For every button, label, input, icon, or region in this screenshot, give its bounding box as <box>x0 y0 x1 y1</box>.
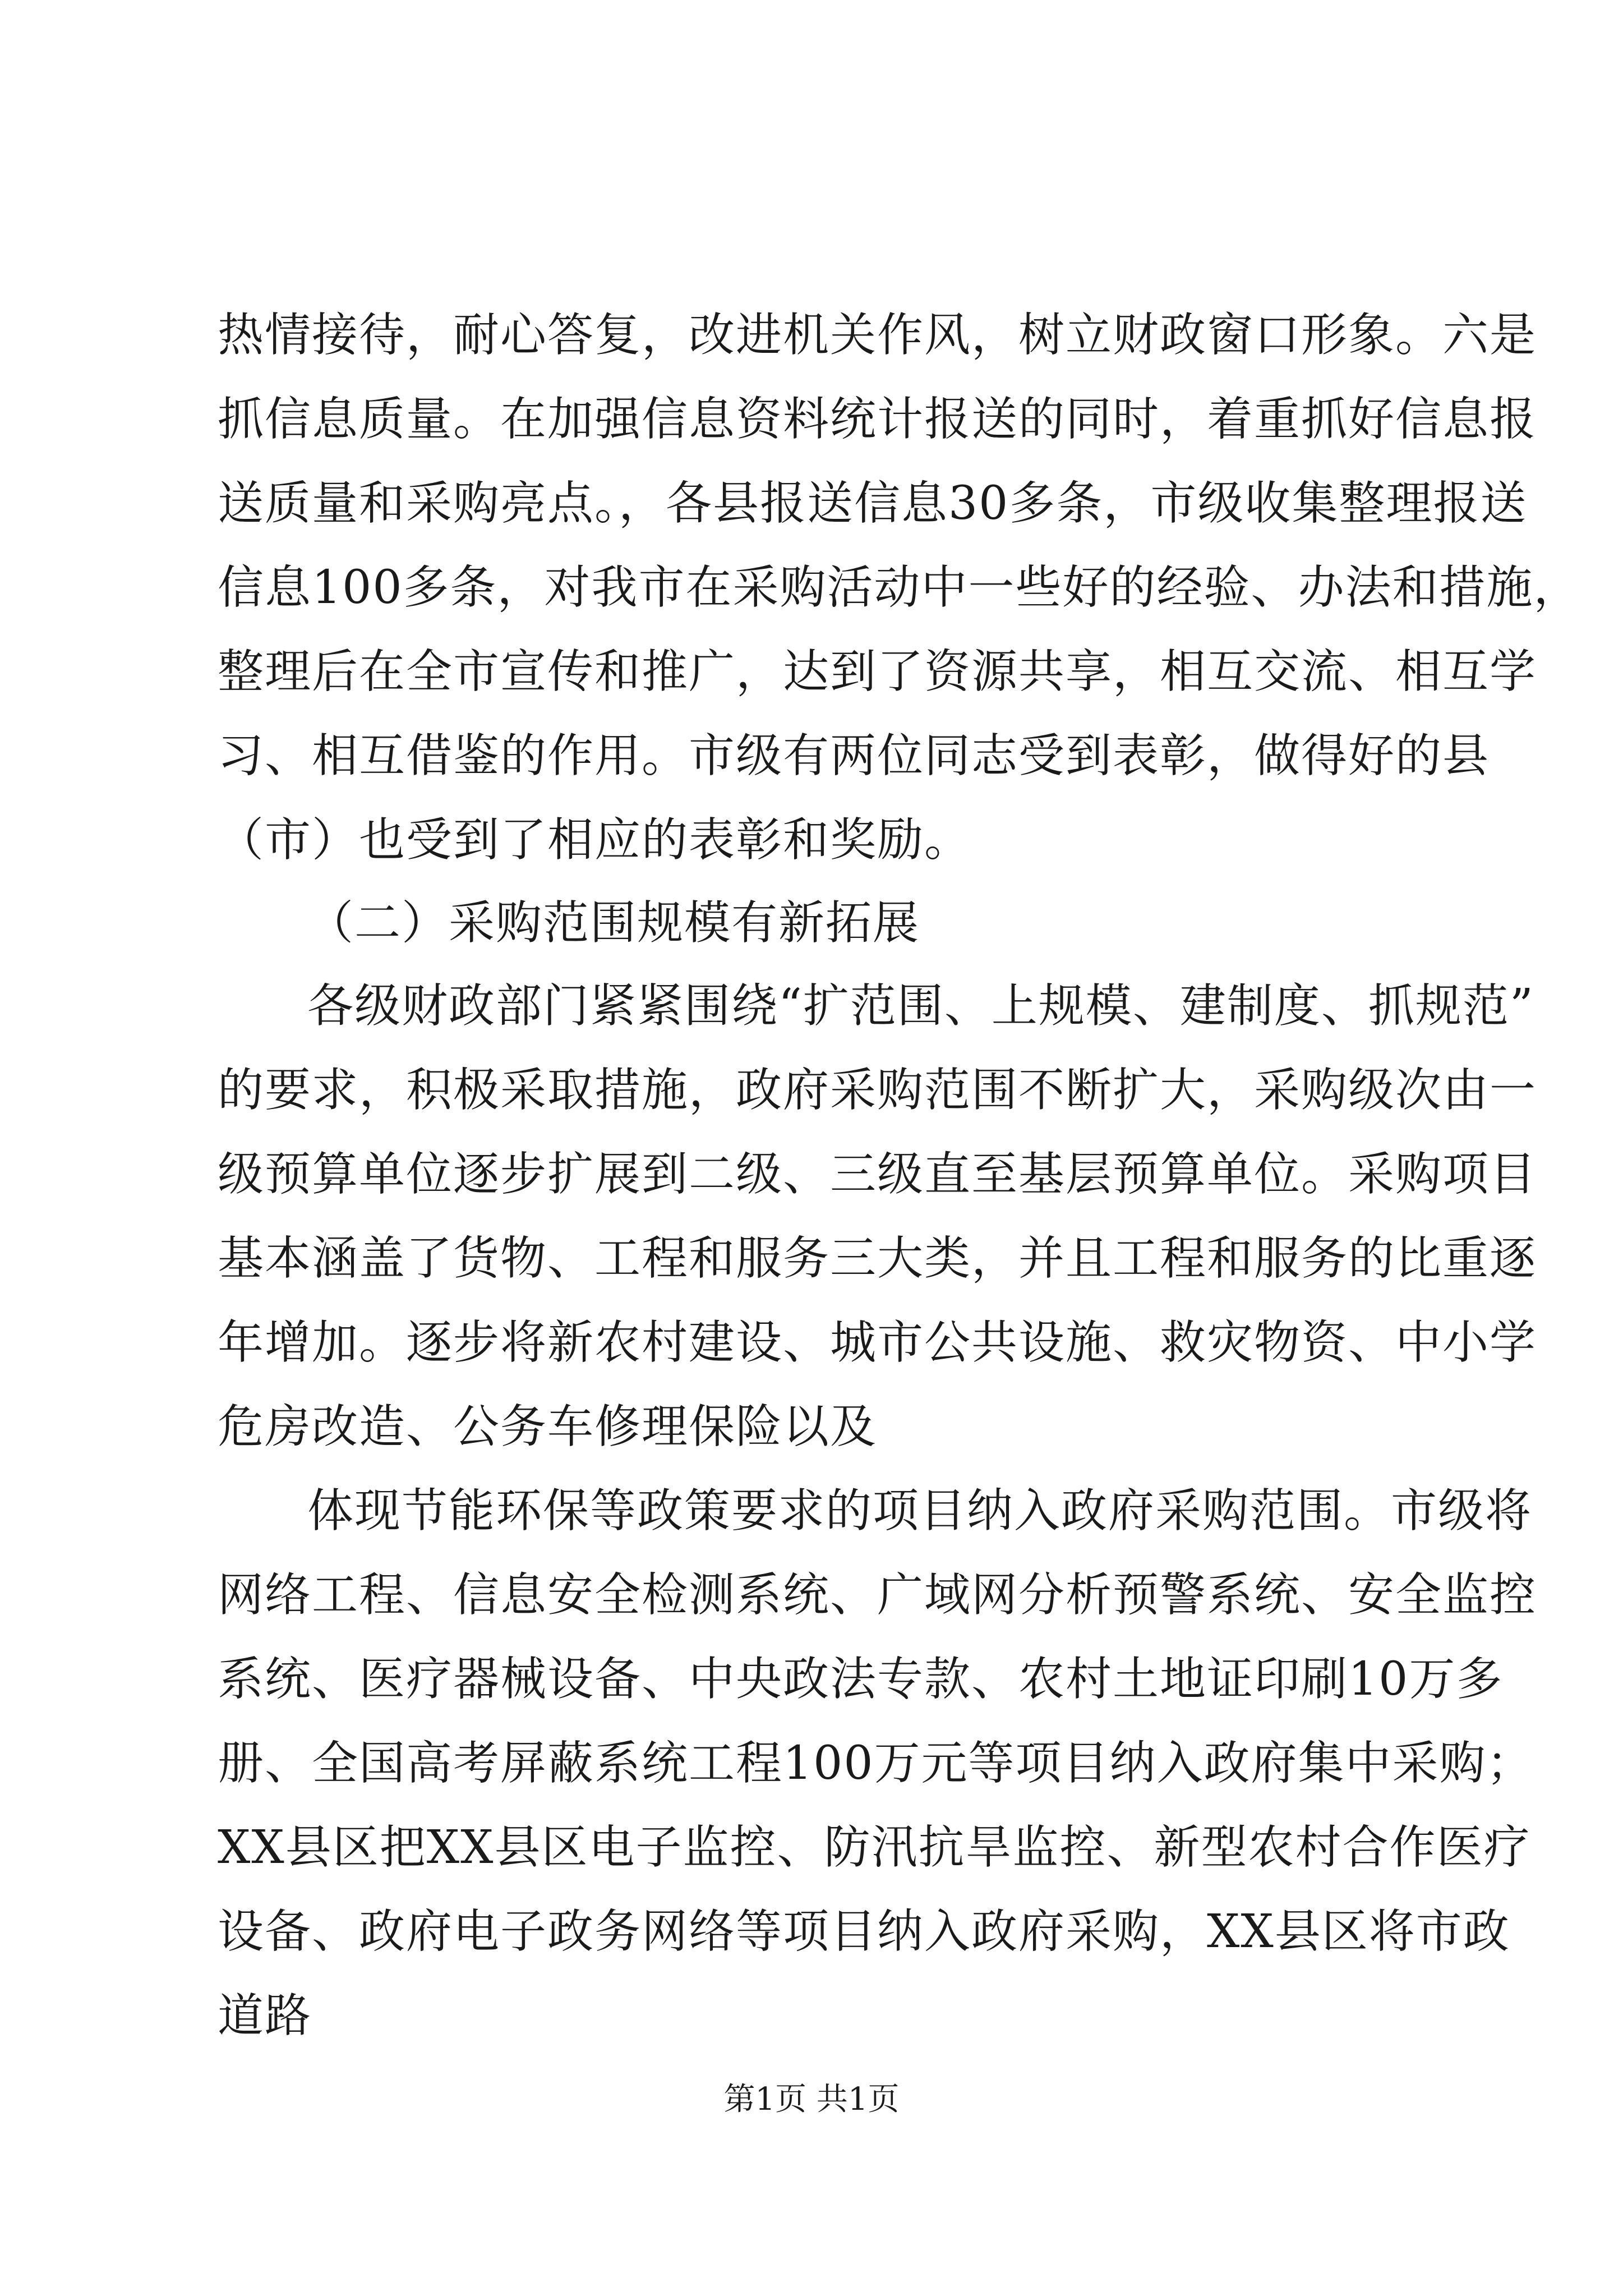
text-line: 基本涵盖了货物、工程和服务三大类，并且工程和服务的比重逐 <box>218 1232 1537 1285</box>
text-line: 的要求，积极采取措施，政府采购范围不断扩大，采购级次由一 <box>218 1064 1537 1117</box>
text-line: （市）也受到了相应的表彰和奖励。 <box>218 813 972 867</box>
text-line: 级预算单位逐步扩展到二级、三级直至基层预算单位。采购项目 <box>218 1148 1537 1201</box>
text-line: 抓信息质量。在加强信息资料统计报送的同时，着重抓好信息报 <box>218 393 1537 446</box>
text-line: 体现节能环保等政策要求的项目纳入政府采购范围。市级将 <box>307 1484 1533 1538</box>
text-line: 送质量和采购亮点。，各县报送信息30多条，市级收集整理报送 <box>218 477 1528 530</box>
text-line: 网络工程、信息安全检测系统、广域网分析预警系统、安全监控 <box>218 1568 1537 1622</box>
text-line: 热情接待，耐心答复，改进机关作风，树立财政窗口形象。六是 <box>218 309 1537 362</box>
text-line: 道路 <box>218 1989 312 2042</box>
text-line: 设备、政府电子政务网络等项目纳入政府采购，XX县区将市政 <box>218 1905 1510 1958</box>
text-line: 各级财政部门紧紧围绕“扩范围、上规模、建制度、抓规范” <box>307 979 1534 1033</box>
page-number-footer: 第1页 共1页 <box>723 2081 900 2118</box>
text-line: 信息100多条，对我市在采购活动中一些好的经验、办法和措施， <box>218 561 1581 614</box>
text-line: XX县区把XX县区电子监控、防汛抗旱监控、新型农村合作医疗 <box>218 1821 1531 1874</box>
text-line: 危房改造、公务车修理保险以及 <box>218 1400 878 1453</box>
text-line: 系统、医疗器械设备、中央政法专款、农村土地证印刷10万多 <box>218 1653 1504 1706</box>
section-heading: （二）采购范围规模有新拓展 <box>307 896 920 950</box>
text-line: 整理后在全市宣传和推广，达到了资源共享，相互交流、相互学 <box>218 645 1537 698</box>
text-line: 年增加。逐步将新农村建设、城市公共设施、救灾物资、中小学 <box>218 1316 1537 1369</box>
text-line: 册、全国高考屏蔽系统工程100万元等项目纳入政府集中采购； <box>218 1737 1534 1790</box>
text-line: 习、相互借鉴的作用。市级有两位同志受到表彰，做得好的县 <box>218 729 1490 783</box>
